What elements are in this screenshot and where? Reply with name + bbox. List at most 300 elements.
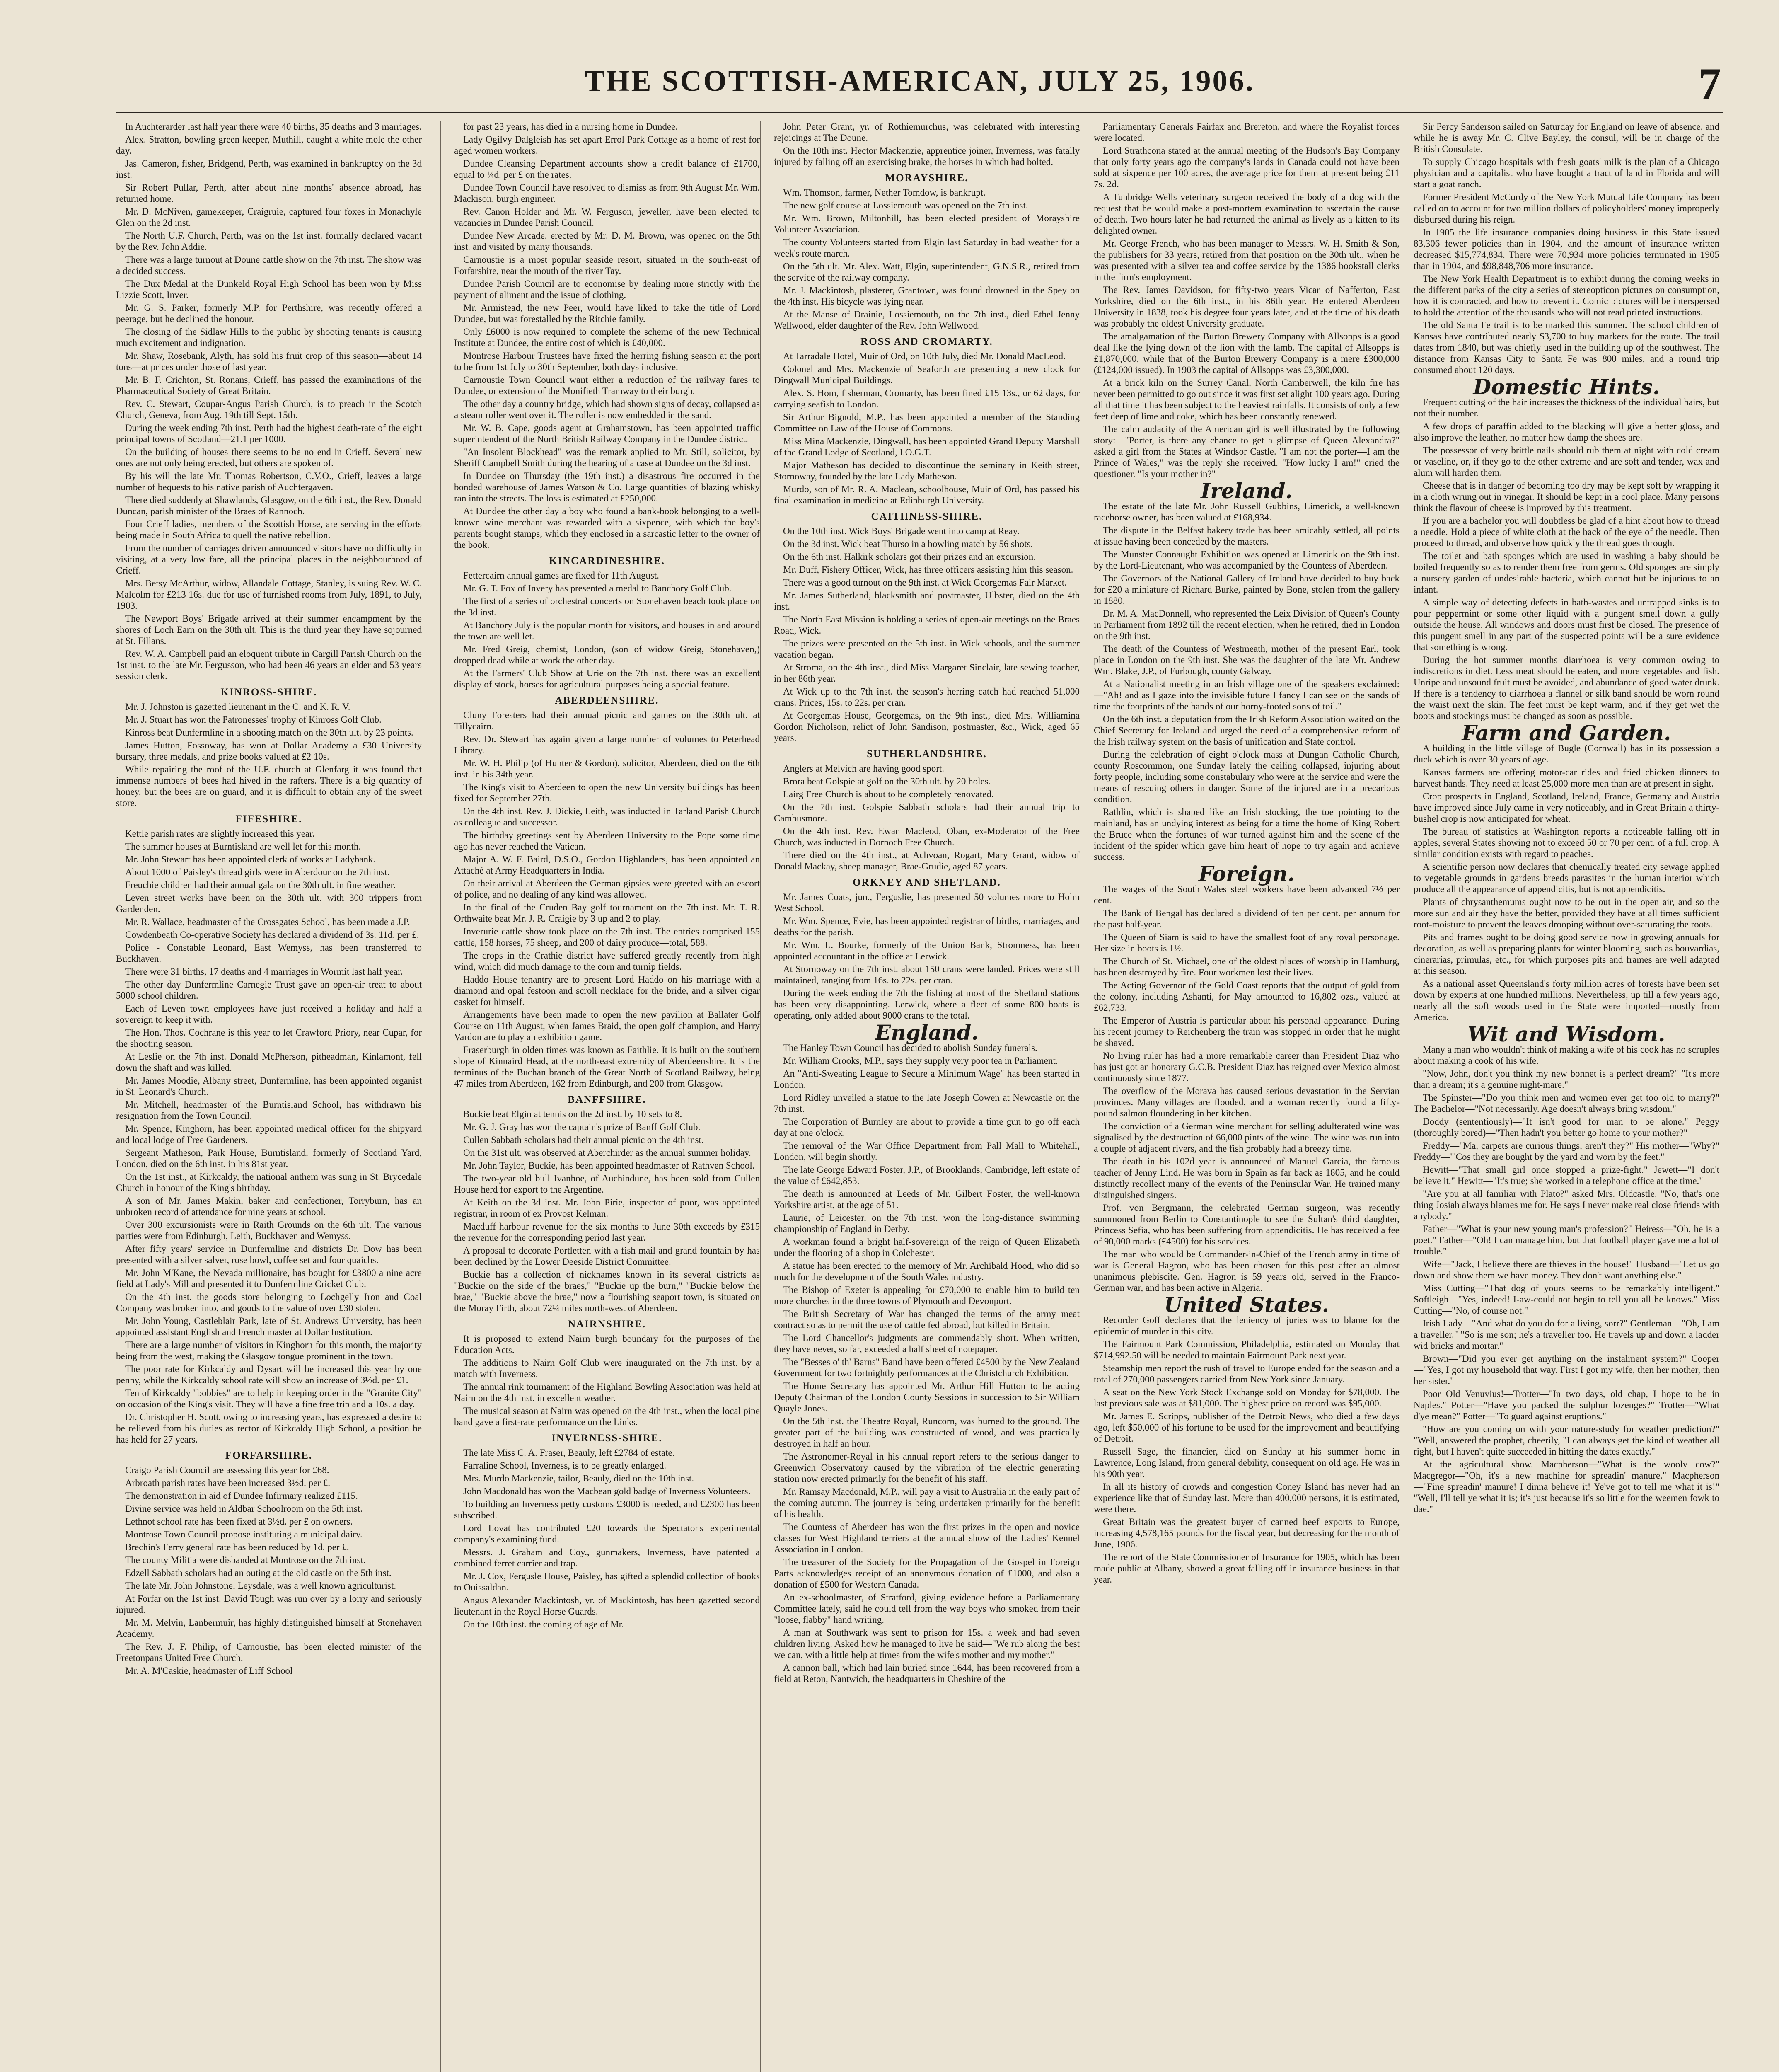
news-item: The Astronomer-Royal in his annual report refers to the serious danger to Greenwich Observatory caused by the vibration of the electric generating station now erected primarily for the benefit of his staff.	[774, 1451, 1080, 1484]
news-item: Great Britain was the greatest buyer of canned beef exports to Europe, increasing 4,578,165 pounds for the fiscal year, but decreasing for the month of June, 1906.	[1094, 1517, 1400, 1549]
news-item: The estate of the late Mr. John Russell Gubbins, Limerick, a well-known racehorse owner, has been valued at £168,934.	[1094, 501, 1400, 523]
news-item: Macduff harbour revenue for the six months to June 30th exceeds by £315 the revenue for the corresponding period last year.	[454, 1221, 760, 1243]
news-item: The other day Dunfermline Carnegie Trust gave an open-air treat to about 5000 school children.	[116, 979, 422, 1001]
news-item: There are a large number of visitors in Kinghorn for this month, the majority being from the west, making the Glasgow tongue prominent in the town.	[116, 1340, 422, 1361]
news-item: An "Anti-Sweating League to Secure a Minimum Wage" has been started in London.	[774, 1068, 1080, 1090]
news-item: Anglers at Melvich are having good sport.	[783, 763, 944, 774]
news-item: The death of the Countess of Westmeath, mother of the present Earl, took place in London on the 9th inst. She was the daughter of the late Mr. Andrew Wm. Blake, J.P., of Furbough, county Galway.	[1094, 644, 1400, 676]
news-item: At Stornoway on the 7th inst. about 150 crans were landed. Prices were still maintained, ranging from 16s. to 22s. per cran.	[774, 964, 1080, 985]
news-item: As a national asset Queensland's forty million acres of forests have been set down by experts at one hundred millions. Nevertheless, up till a few years ago, nearly all the soft woods used in the State were imported—mostly from America.	[1414, 978, 1719, 1022]
news-item: Rev. W. A. Campbell paid an eloquent tribute in Cargill Parish Church on the 1st inst. to the late Mr. Fergusson, who had been 46 years an elder and 53 years session clerk.	[116, 649, 422, 681]
news-item: The British Secretary of War has changed the terms of the army meat contract so as to permit the use of cattle fed abroad, but killed in Britain.	[774, 1309, 1080, 1330]
news-item: Mr. John Taylor, Buckie, has been appointed headmaster of Rathven School.	[463, 1160, 755, 1171]
news-item: The county Militia were disbanded at Montrose on the 7th inst.	[125, 1555, 366, 1565]
news-item: On the 6th inst. Halkirk scholars got their prizes and an excursion.	[783, 552, 1036, 562]
news-item: Arbroath parish rates have been increased 3½d. per £.	[125, 1478, 330, 1488]
news-item: At Georgemas House, Georgemas, on the 9th inst., died Mrs. Williamina Gordon Nicholson, relict of John Sandison, postmaster, &c., Wick, aged 65 years.	[774, 710, 1080, 743]
news-item: While repairing the roof of the U.F. church at Glenfarg it was found that immense numbers of bees had hived in the rafters. There is a big quantity of honey, but the bees are on guard, and it is difficult to obtain any of the sweet store.	[116, 764, 422, 808]
news-item: Mr. John Stewart has been appointed clerk of works at Ladybank.	[125, 854, 376, 864]
news-item: The dispute in the Belfast bakery trade has been amicably settled, all points at issue having been conceded by the masters.	[1094, 525, 1400, 547]
news-item: Mr. Duff, Fishery Officer, Wick, has three officers assisting him this season.	[783, 564, 1073, 575]
news-item: Police - Constable Leonard, East Wemyss, has been transferred to Buckhaven.	[116, 942, 422, 964]
news-item: The bureau of statistics at Washington reports a noticeable falling off in apples, several States showing not to exceed 50 or 70 per cent. of a full crop. A similar condition exists with regard to peaches.	[1414, 826, 1719, 859]
section-heading: FORFARSHIRE.	[225, 1450, 313, 1461]
news-item: Mr. A. M'Caskie, headmaster of Liff School	[125, 1665, 293, 1676]
news-item: Only £6000 is now required to complete the scheme of the new Technical Institute at Dundee, the entire cost of which is £40,000.	[454, 327, 760, 348]
news-item: The Lord Chancellor's judgments are commendably short. When written, they have never, so far, exceeded a half sheet of notepaper.	[774, 1333, 1080, 1354]
news-item: Each of Leven town employees have just received a holiday and half a sovereign to keep it with.	[116, 1003, 422, 1025]
news-item: Murdo, son of Mr. R. A. Maclean, schoolhouse, Muir of Ord, has passed his final examination in medicine at Edinburgh University.	[774, 484, 1080, 506]
news-item: Mr. W. H. Philip (of Hunter & Gordon), solicitor, Aberdeen, died on the 6th inst. in his 34th year.	[454, 758, 760, 779]
news-item: At Dundee the other day a boy who found a bank-book belonging to a well-known wine merchant was rewarded with a sixpence, with which the boy's parents bought stamps, which they enclosed in a sarcastic letter to the owner of the book.	[454, 506, 760, 550]
news-item: There was a good turnout on the 9th inst. at Wick Georgemas Fair Market.	[783, 577, 1067, 588]
news-item: Alex. Stratton, bowling green keeper, Muthill, caught a white mole the other day.	[116, 134, 422, 156]
news-item: Ten of Kirkcaldy "bobbies" are to help in keeping order in the "Granite City" on occasion of the King's visit. They will have a fine free trip and a 10s. a day.	[116, 1388, 422, 1409]
news-item: Wm. Thomson, farmer, Nether Tomdow, is bankrupt.	[783, 187, 986, 198]
section-heading: FIFESHIRE.	[235, 813, 302, 825]
news-item: Kinross beat Dunfermline in a shooting match on the 30th ult. by 23 points.	[125, 727, 413, 738]
news-item: Mr. Wm. Spence, Evie, has been appointed registrar of births, marriages, and deaths for the parish.	[774, 916, 1080, 937]
news-item: On the building of houses there seems to be no end in Crieff. Several new ones are not only being erected, but others are spoken of.	[116, 447, 422, 468]
news-item: Four Crieff ladies, members of the Scottish Horse, are serving in the efforts being made in South Africa to quell the native rebellion.	[116, 519, 422, 540]
news-item: Mr. James E. Scripps, publisher of the Detroit News, who died a few days ago, left $50,000 of his fortune to be used for the improvement and beautifying of Detroit.	[1094, 1411, 1400, 1444]
news-item: Frequent cutting of the hair increases the thickness of the individual hairs, but not their number.	[1414, 397, 1719, 419]
news-item: At Stroma, on the 4th inst., died Miss Margaret Sinclair, late sewing teacher, in her 86th year.	[774, 662, 1080, 684]
news-item: At a Nationalist meeting in an Irish village one of the speakers exclaimed:—"Ah! and as I gaze into the invisible future I fancy I can see on the sands of time the footprints of the hands of our horny-footed sons of toil."	[1094, 679, 1400, 712]
news-item: Fettercairn annual games are fixed for 11th August.	[463, 570, 660, 581]
news-item: Brechin's Ferry general rate has been reduced by 1d. per £.	[125, 1542, 349, 1552]
news-item: In 1905 the life insurance companies doing business in this State issued 83,306 fewer policies than in 1904, and the amount of insurance written decreased $15,774,834. There were 70,934 more policies terminated in 1905 than in 1904, and $98,848,706 more insurance.	[1414, 227, 1719, 271]
news-item: The New York Health Department is to exhibit during the coming weeks in the different parks of the city a series of stereopticon pictures on consumption, how it is contracted, and how to prevent it. Comic pictures will be interspersed to hold the attention of the thousands who will not read printed instructions.	[1414, 274, 1719, 317]
news-item: There were 31 births, 17 deaths and 4 marriages in Wormit last half year.	[125, 966, 403, 977]
section-heading: Domestic Hints.	[1473, 375, 1660, 399]
section-heading: KINROSS-SHIRE.	[220, 687, 317, 698]
page-number: 7	[1698, 59, 1721, 109]
news-item: "How are you coming on with your nature-study for weather prediction?" "Well, answered the prophet, cheerily, "I can always get the kind of weather all right, but I haven't quite succeeded in hitting the dates exactly."	[1414, 1424, 1719, 1457]
news-item: Recorder Goff declares that the leniency of juries was to blame for the epidemic of murder in this city.	[1094, 1315, 1400, 1336]
news-item: During the week ending 7th inst. Perth had the highest death-rate of the eight principal towns of Scotland—21.1 per 1000.	[116, 423, 422, 444]
news-item: On the 10th inst. the coming of age of Mr.	[463, 1619, 624, 1629]
news-item: "An Insolent Blockhead" was the remark applied to Mr. Still, solicitor, by Sheriff Campbell Smith during the hearing of a case at Dundee on the 3d inst.	[454, 447, 760, 468]
news-item: The late Miss C. A. Fraser, Beauly, left £2784 of estate.	[463, 1447, 675, 1458]
news-item: In Dundee on Thursday (the 19th inst.) a disastrous fire occurred in the bonded warehouse of James Watson & Co. Large quantities of blazing whisky ran into the streets. The loss is estimated at £250,000.	[454, 471, 760, 503]
news-item: Fraserburgh in olden times was known as Faithlie. It is built on the southern slope of Kinnaird Head, at the north-east extremity of Aberdeenshire. It is the terminus of the Buchan branch of the Great North of Scotland Railway, being 47 miles from Aberdeen, 162 from Edinburgh, and 200 from Glasgow.	[454, 1045, 760, 1089]
news-item: The death in his 102d year is announced of Manuel Garcia, the famous teacher of Jenny Lind. He was born in Spain as far back as 1805, and he could distinctly recollect many of the events of the Peninsular War. He trained many distinguished singers.	[1094, 1156, 1400, 1200]
news-item: The Spinster—"Do you think men and women ever get too old to marry?" The Bachelor—"Not necessarily. Age doesn't always bring wisdom."	[1414, 1092, 1719, 1114]
news-item: At the agricultural show. Macpherson—"What is the wooly cow?" Macgregor—"Oh, it's a new machine for spreadin' manure." Macpherson—"Fine spreadin' manure! I dinna believe it! Ye've got to tell me what it is!" "Well, I'll tell ye what it is; it's just because it's so little for the weemen fowk to dae."	[1414, 1459, 1719, 1514]
news-item: The Fairmount Park Commission, Philadelphia, estimated on Monday that $714,992.50 will be needed to maintain Fairmount Park next year.	[1094, 1339, 1400, 1360]
section-heading: MORAYSHIRE.	[885, 172, 969, 184]
news-item: The Dux Medal at the Dunkeld Royal High School has been won by Miss Lizzie Scott, Inver.	[116, 278, 422, 300]
news-item: Mr. M. Melvin, Lanbermuir, has highly distinguished himself at Stonehaven Academy.	[116, 1617, 422, 1639]
news-item: No living ruler has had a more remarkable career than President Diaz who has just got an honorary G.C.B. President Diaz has reigned over Mexico almost continuously since 1877.	[1094, 1051, 1400, 1083]
news-item: Brora beat Golspie at golf on the 30th ult. by 20 holes.	[783, 776, 991, 787]
news-item: The man who would be Commander-in-Chief of the French army in time of war is General Hagron, who has been chosen for this post after an almost unanimous plebiscite. Gen. Hagron is 59 years old, served in the Franco-German war, and has been active in Algeria.	[1094, 1249, 1400, 1293]
news-item: Mrs. Betsy McArthur, widow, Allandale Cottage, Stanley, is suing Rev. W. C. Malcolm for £213 16s. due for use of furnished rooms from July, 1891, to July, 1903.	[116, 578, 422, 611]
news-item: Steamship men report the rush of travel to Europe ended for the season and a total of 270,000 passengers carried from New York since January.	[1094, 1363, 1400, 1385]
news-item: Laurie, of Leicester, on the 7th inst. won the long-distance swimming championship of England in Derby.	[774, 1213, 1080, 1234]
news-item: "Are you at all familiar with Plato?" asked Mrs. Oldcastle. "No, that's one thing Josiah always blames me for. He says I never make real close friends with anybody."	[1414, 1188, 1719, 1221]
news-item: During the celebration of eight o'clock mass at Dungan Catholic Church, county Roscommon, one Sunday lately the ceiling collapsed, injuring about forty people, including some constabulary who were at the service and were the means of rescuing others in danger. Some of the injured are in a precarious condition.	[1094, 749, 1400, 804]
news-item: The King's visit to Aberdeen to open the new University buildings has been fixed for September 27th.	[454, 782, 760, 804]
news-item: Mr. G. T. Fox of Invery has presented a medal to Banchory Golf Club.	[463, 583, 732, 593]
news-item: About 1000 of Paisley's thread girls were in Aberdour on the 7th inst.	[125, 867, 390, 877]
news-item: The late George Edward Foster, J.P., of Brooklands, Cambridge, left estate of the value of £642,853.	[774, 1164, 1080, 1186]
news-item: Mr. Mitchell, headmaster of the Burntisland School, has withdrawn his resignation from the Town Council.	[116, 1099, 422, 1121]
news-item: Irish Lady—"And what do you do for a living, sorr?" Gentleman—"Oh, I am a traveller." "So is me son; he's a traveller too. He travels up and down a ladder wid bricks and mortar."	[1414, 1318, 1719, 1351]
news-item: Rev. C. Stewart, Coupar-Angus Parish Church, is to preach in the Scotch Church, Geneva, from Aug. 19th till Sept. 15th.	[116, 399, 422, 420]
news-item: Carnoustie is a most popular seaside resort, situated in the south-east of Forfarshire, near the mouth of the river Tay.	[454, 254, 760, 276]
news-item: for past 23 years, has died in a nursing home in Dundee.	[463, 121, 678, 132]
news-item: Mrs. Murdo Mackenzie, tailor, Beauly, died on the 10th inst.	[463, 1473, 694, 1484]
news-item: The old Santa Fe trail is to be marked this summer. The school children of Kansas have contributed nearly $3,700 to buy markers for the route. The trail dates from 1840, but was chiefly used in the building up of the southwest. The distance from Kansas City to Santa Fe was 800 miles, and a round trip consumed about 120 days.	[1414, 320, 1719, 375]
news-item: A proposal to decorate Portletten with a fish mail and grand fountain by has been declined by the Lower Deeside District Committee.	[454, 1245, 760, 1267]
section-heading: Farm and Garden.	[1462, 721, 1671, 745]
news-item: Mr. D. McNiven, gamekeeper, Craigruie, captured four foxes in Monachyle Glen on the 2d inst.	[116, 206, 422, 228]
news-item: Parliamentary Generals Fairfax and Brereton, and where the Royalist forces were located.	[1094, 121, 1400, 143]
news-item: The Acting Governor of the Gold Coast reports that the output of gold from the colony, including Ashanti, for May amounted to 16,802 ozs., valued at £62,733.	[1094, 980, 1400, 1013]
news-item: The Newport Boys' Brigade arrived at their summer encampment by the shores of Loch Earn on the 30th ult. This is the third year they have sojourned at St. Fillans.	[116, 613, 422, 646]
news-item: A building in the little village of Bugle (Cornwall) has in its possession a duck which is over 30 years of age.	[1414, 743, 1719, 765]
news-item: Haddo House tenantry are to present Lord Haddo on his marriage with a diamond and opal festoon and scroll necklace for the bride, and a silver cigar casket for himself.	[454, 974, 760, 1007]
column-rule	[760, 121, 761, 2072]
news-item: On the 4th inst. the goods store belonging to Lochgelly Iron and Coal Company was broken into, and goods to the value of over £30 stolen.	[116, 1292, 422, 1313]
news-item: Over 300 excursionists were in Raith Grounds on the 6th ult. The various parties were from Edinburgh, Leith, Buckhaven and Wemyss.	[116, 1220, 422, 1241]
news-item: Lethnot school rate has been fixed at 3½d. per £ on owners.	[125, 1516, 353, 1527]
news-item: The first of a series of orchestral concerts on Stonehaven beach took place on the 3d inst.	[454, 596, 760, 617]
news-item: Cowdenbeath Co-operative Society has declared a dividend of 3s. 11d. per £.	[125, 929, 419, 940]
news-item: The crops in the Crathie district have suffered greatly recently from high wind, which did much damage to the corn and turnip fields.	[454, 950, 760, 972]
news-item: Messrs. J. Graham and Coy., gunmakers, Inverness, have patented a combined ferret carrier and trap.	[454, 1547, 760, 1569]
masthead	[116, 59, 1723, 114]
section-heading: KINCARDINESHIRE.	[549, 555, 665, 566]
news-item: On the 6th inst. a deputation from the Irish Reform Association waited on the Chief Secretary for Ireland and urged the need of a comprehensive reform of the Irish railway system on the basis of unification and State control.	[1094, 714, 1400, 747]
news-item: Dundee New Arcade, erected by Mr. D. M. Brown, was opened on the 5th inst. and visited by many thousands.	[454, 230, 760, 252]
news-item: Hewitt—"That small girl once stopped a prize-fight." Jewett—"I don't believe it." Hewitt—"It's true; she worked in a telephone office at the time."	[1414, 1164, 1719, 1186]
news-item: The North U.F. Church, Perth, was on the 1st inst. formally declared vacant by the Rev. John Addie.	[116, 230, 422, 252]
news-item: Rathlin, which is shaped like an Irish stocking, the toe pointing to the mainland, has an undying interest as being for a time the home of King Robert the Bruce when the fortunes of war turned against him and the scene of the incident of the spider which gave him heart of hope to try again and achieve success.	[1094, 807, 1400, 862]
news-item: The overflow of the Morava has caused serious devastation in the Servian provinces. Many villages are flooded, and a woman recently found a fifty-pound salmon floundering in her kitchen.	[1094, 1086, 1400, 1118]
news-item: Mr. James Coats, jun., Ferguslie, has presented 50 volumes more to Holm West School.	[774, 892, 1080, 913]
news-item: Dundee Town Council have resolved to dismiss as from 9th August Mr. Wm. Mackison, burgh engineer.	[454, 182, 760, 204]
section-heading: BANFFSHIRE.	[568, 1094, 646, 1105]
news-item: Dundee Cleansing Department accounts show a credit balance of £1700, equal to ¼d. per £ on the rates.	[454, 158, 760, 180]
news-item: Mr. B. F. Crichton, St. Ronans, Crieff, has passed the examinations of the Pharmaceutical Society of Great Britain.	[116, 375, 422, 396]
news-item: The late Mr. John Johnstone, Leysdale, was a well known agriculturist.	[125, 1581, 396, 1591]
section-heading: Foreign.	[1199, 862, 1295, 886]
news-item: Craigo Parish Council are assessing this year for £68.	[125, 1465, 329, 1475]
news-item: The closing of the Sidlaw Hills to the public by shooting tenants is causing much excitement and indignation.	[116, 327, 422, 348]
news-item: The additions to Nairn Golf Club were inaugurated on the 7th inst. by a match with Inverness.	[454, 1358, 760, 1379]
news-item: On the 5th inst. the Theatre Royal, Runcorn, was burned to the ground. The greater part of the building was constructed of wood, and was practically destroyed in half an hour.	[774, 1416, 1080, 1449]
news-item: The Governors of the National Gallery of Ireland have decided to buy back for £20 a miniature of Richard Burke, painted by Bone, stolen from the gallery in 1880.	[1094, 573, 1400, 606]
news-item: The death is announced at Leeds of Mr. Gilbert Foster, the well-known Yorkshire artist, at the age of 51.	[774, 1188, 1080, 1210]
news-item: Lord Lovat has contributed £20 towards the Spectator's experimental company's examining fund.	[454, 1523, 760, 1544]
news-item: The Emperor of Austria is particular about his personal appearance. During his recent journey to Reichenberg the train was stopped in order that he might be shaved.	[1094, 1015, 1400, 1048]
news-item: The annual rink tournament of the Highland Bowling Association was held at Nairn on the 4th inst. in excellent weather.	[454, 1382, 760, 1403]
news-item: A workman found a bright half-sovereign of the reign of Queen Elizabeth under the flooring of a shop in Colchester.	[774, 1237, 1080, 1258]
news-item: Major A. W. F. Baird, D.S.O., Gordon Highlanders, has been appointed an Attaché at Army Headquarters in India.	[454, 854, 760, 876]
news-item: At Banchory July is the popular month for visitors, and houses in and around the town are well let.	[454, 620, 760, 641]
news-item: On the 3d inst. Wick beat Thurso in a bowling match by 56 shots.	[783, 539, 1033, 549]
news-item: If you are a bachelor you will doubtless be glad of a hint about how to thread a needle. Hold a piece of white cloth at the back of the eye of the needle. Then proceed to thread, and observe how quickly the thread goes through.	[1414, 516, 1719, 548]
news-item: The musical season at Nairn was opened on the 4th inst., when the local pipe band gave a first-rate performance on the Links.	[454, 1406, 760, 1427]
news-item: At Tarradale Hotel, Muir of Ord, on 10th July, died Mr. Donald MacLeod.	[783, 351, 1066, 361]
news-item: Mr. Ramsay Macdonald, M.P., will pay a visit to Australia in the early part of the coming autumn. The journey is being undertaken primarily for the benefit of his health.	[774, 1486, 1080, 1519]
news-item: Miss Mina Mackenzie, Dingwall, has been appointed Grand Deputy Marshall of the Grand Lodge of Scotland, I.O.G.T.	[774, 436, 1080, 457]
news-item: Miss Cutting—"That dog of yours seems to be remarkably intelligent." Softleigh—"Yes, indeed! I-aw-could not begin to tell you all he knows." Miss Cutting—"No, of course not."	[1414, 1283, 1719, 1316]
news-item: In Auchterarder last half year there were 40 births, 35 deaths and 3 marriages.	[125, 121, 422, 132]
section-heading: SUTHERLANDSHIRE.	[867, 748, 987, 760]
news-item: During the hot summer months diarrhoea is very common owing to indiscretions in diet. Less meat should be eaten, and more vegetables and fish. Unripe and unsound fruit must be avoided, and abundance of good water drunk. If there is a tendency to diarrhoea a flannel or silk band should be worn round the waist next the skin. The feet must be kept warm, and if they get wet the boots and stockings must be changed as soon as possible.	[1414, 655, 1719, 721]
news-item: Father—"What is your new young man's profession?" Heiress—"Oh, he is a poet." Father—"Oh! I can manage him, but that football player gave me a lot of trouble."	[1414, 1224, 1719, 1256]
news-item: The Queen of Siam is said to have the smallest foot of any royal personage. Her size in boots is 1½.	[1094, 932, 1400, 954]
news-item: By his will the late Mr. Thomas Robertson, C.V.O., Crieff, leaves a large number of bequests to his native parish of Auchtergaven.	[116, 471, 422, 492]
news-item: A cannon ball, which had lain buried since 1644, has been recovered from a field at Reton, Nantwich, the headquarters in Cheshire of the	[774, 1663, 1080, 1684]
news-item: On the 7th inst. Golspie Sabbath scholars had their annual trip to Cambusmore.	[774, 802, 1080, 823]
news-item: Lairg Free Church is about to be completely renovated.	[783, 789, 994, 799]
news-item: During the week ending the 7th the fishing at most of the Shetland stations has been very disappointing. Lerwick, where a fleet of some 800 boats is operating, only added about 9000 crans to the total.	[774, 988, 1080, 1021]
column-5	[1414, 121, 1719, 2072]
news-item: On the 4th inst. Rev. Ewan Macleod, Oban, ex-Moderator of the Free Church, was inducted in Dornoch Free Church.	[774, 826, 1080, 847]
news-item: Mr. Wm. Brown, Miltonhill, has been elected president of Morayshire Volunteer Association.	[774, 213, 1080, 235]
news-item: Sir Percy Sanderson sailed on Saturday for England on leave of absence, and while he is away Mr. C. Clive Bayley, the consul, will be in charge of the British Consulate.	[1414, 121, 1719, 154]
news-item: The two-year old bull Ivanhoe, of Auchindune, has been sold from Cullen House herd for export to the Argentine.	[454, 1173, 760, 1195]
news-item: The removal of the War Office Department from Pall Mall to Whitehall, London, will begin shortly.	[774, 1140, 1080, 1162]
news-item: The treasurer of the Society for the Propagation of the Gospel in Foreign Parts acknowledges receipt of an anonymous donation of £1000, and also a donation of £500 for Western Canada.	[774, 1557, 1080, 1590]
news-item: The Bishop of Exeter is appealing for £70,000 to enable him to build ten more churches in the three towns of Plymouth and Devonport.	[774, 1285, 1080, 1306]
news-item: On the 10th inst. Hector Mackenzie, apprentice joiner, Inverness, was fatally injured by falling off an exercising brake, the horses in which had bolted.	[774, 145, 1080, 167]
news-item: Jas. Cameron, fisher, Bridgend, Perth, was examined in bankruptcy on the 3d inst.	[116, 158, 422, 180]
news-item: Lord Ridley unveiled a statue to the late Joseph Cowen at Newcastle on the 7th inst.	[774, 1092, 1080, 1114]
news-item: The demonstration in aid of Dundee Infirmary realized £115.	[125, 1491, 358, 1501]
news-item: On the 10th inst. Wick Boys' Brigade went into camp at Reay.	[783, 526, 1020, 536]
news-item: On their arrival at Aberdeen the German gipsies were greeted with an escort of police, and no dealing of any kind was allowed.	[454, 878, 760, 900]
news-item: The birthday greetings sent by Aberdeen University to the Pope some time ago has never reached the Vatican.	[454, 830, 760, 852]
news-item: The calm audacity of the American girl is well illustrated by the following story:—"Porter, is there any chance to get a glimpse of Queen Alexandra?" asked a girl from the States at Windsor Castle. "I am not the porter—I am the Prince of Wales," was the reply she received. "How lucky I am!" cried the questioner. "Is your mother in?"	[1094, 424, 1400, 479]
news-item: Alex. S. Hom, fisherman, Cromarty, has been fined £15 13s., or 62 days, for carrying seafish to London.	[774, 388, 1080, 409]
news-item: Dr. Christopher H. Scott, owing to increasing years, has expressed a desire to be relieved from his duties as rector of Kirkcaldy High School, a position he has held for 27 years.	[116, 1412, 422, 1445]
news-item: Kansas farmers are offering motor-car rides and fried chicken dinners to harvest hands. They need at least 25,000 more men than are at present in sight.	[1414, 767, 1719, 789]
news-item: Mr. J. Stuart has won the Patronesses' trophy of Kinross Golf Club.	[125, 714, 382, 725]
news-item: Montrose Town Council propose instituting a municipal dairy.	[125, 1529, 363, 1539]
news-item: A seat on the New York Stock Exchange sold on Monday for $78,000. The last previous sale was at $81,000. The highest price on record was $95,000.	[1094, 1387, 1400, 1409]
news-item: Mr. George French, who has been manager to Messrs. W. H. Smith & Son, the publishers for 33 years, retired from that position on the 30th ult., when he was presented with a silver tea and coffee service by the 1386 bookstall clerks in the firm's employment.	[1094, 238, 1400, 282]
news-item: To building an Inverness petty customs £3000 is needed, and £2300 has been subscribed.	[454, 1499, 760, 1520]
news-item: Mr. Fred Greig, chemist, London, (son of widow Greig, Stonehaven,) dropped dead while at work the other day.	[454, 644, 760, 666]
section-heading: Wit and Wisdom.	[1467, 1022, 1665, 1046]
news-item: Lady Ogilvy Dalgleish has set apart Errol Park Cottage as a home of rest for aged women workers.	[454, 134, 760, 156]
news-item: Buckie has a collection of nicknames known in its several districts as "Buckie on the side of the braes," "Buckie up the burn," "Buckie below the brae," "Buckie above the brae," now a flourishing seaport town, is situated on the Moray Firth, about 72¼ miles north-west of Aberdeen.	[454, 1269, 760, 1313]
news-item: Kettle parish rates are slightly increased this year.	[125, 828, 315, 839]
news-item: Farraline School, Inverness, is to be greatly enlarged.	[463, 1460, 667, 1471]
news-item: Sergeant Matheson, Park House, Burntisland, formerly of Scotland Yard, London, died on the 6th inst. in his 81st year.	[116, 1147, 422, 1169]
news-item: The conviction of a German wine merchant for selling adulterated wine was signalised by the destruction of 66,000 pints of the wine. The wine was run into a couple of adjacent rivers, and the fish probably had a breezy time.	[1094, 1121, 1400, 1154]
news-item: Mr. John Young, Castleblair Park, late of St. Andrews University, has been appointed assistant English and French master at Dollar Institution.	[116, 1316, 422, 1337]
news-item: At Leslie on the 7th inst. Donald McPherson, pitheadman, Kinlamont, fell down the shaft and was killed.	[116, 1051, 422, 1073]
news-item: A scientific person now declares that chemically treated city sewage applied to vegetable grounds in gardens breeds parasites in the human interior which produce all the appearance of appendicitis, but is not appendicitis.	[1414, 862, 1719, 894]
news-item: Mr. Spence, Kinghorn, has been appointed medical officer for the shipyard and local lodge of Free Gardeners.	[116, 1123, 422, 1145]
news-item: Mr. Wm. L. Bourke, formerly of the Union Bank, Stromness, has been appointed accountant in the office at Lerwick.	[774, 940, 1080, 961]
news-item: Mr. Shaw, Rosebank, Alyth, has sold his fruit crop of this season—about 14 tons—at prices under those of last year.	[116, 351, 422, 372]
news-item: A man at Southwark was sent to prison for 15s. a week and had seven children living. Asked how he managed to live he said—"We rub along the best we can, with a little help at times from the wife's mother and my mother."	[774, 1627, 1080, 1660]
section-heading: England.	[875, 1020, 979, 1045]
news-item: Edzell Sabbath scholars had an outing at the old castle on the 5th inst.	[125, 1568, 392, 1578]
news-item: The new golf course at Lossiemouth was opened on the 7th inst.	[783, 200, 1028, 211]
news-item: The wages of the South Wales steel workers have been advanced 7½ per cent.	[1094, 884, 1400, 905]
news-item: The Countess of Aberdeen has won the first prizes in the open and novice classes for West Highland terriers at the annual show of the Ladies' Kennel Association in London.	[774, 1522, 1080, 1554]
news-item: Dr. M. A. MacDonnell, who represented the Leix Division of Queen's County in Parliament from 1892 till the recent election, when he retired, died in London on the 9th inst.	[1094, 608, 1400, 641]
column-4	[1094, 121, 1400, 2072]
news-item: Dundee Parish Council are to economise by dealing more strictly with the payment of aliment and the issue of clothing.	[454, 278, 760, 300]
news-item: The Rev. James Davidson, for fifty-two years Vicar of Nafferton, East Yorkshire, died on the 6th inst., in his 86th year. He entered Aberdeen University in 1838, took his degree four years later, and at the time of his death was probably the oldest University graduate.	[1094, 285, 1400, 329]
newspaper-title: THE SCOTTISH-AMERICAN, JULY 25, 1906.	[585, 64, 1255, 97]
news-item: Mr. Armistead, the new Peer, would have liked to take the title of Lord Dundee, but was forestalled by the Ritchie family.	[454, 303, 760, 324]
news-item: Prof. von Bergmann, the celebrated German surgeon, was recently summoned from Berlin to Constantinople to see the Sultan's third daughter, Princess Sefia, who has been suffering from appendicitis. He has received a fee of 90,000 marks (£4500) for his services.	[1094, 1203, 1400, 1247]
news-item: Leven street works have been on the 30th ult. with 300 trippers from Gardenden.	[116, 893, 422, 914]
news-item: At Forfar on the 1st inst. David Tough was run over by a lorry and seriously injured.	[116, 1593, 422, 1615]
news-item: In the final of the Cruden Bay golf tournament on the 7th inst. Mr. T. R. Orthwaite beat Mr. J. R. Craigie by 3 up and 2 to play.	[454, 902, 760, 924]
news-item: Mr. G. J. Gray has won the captain's prize of Banff Golf Club.	[463, 1122, 701, 1132]
news-item: The Rev. J. F. Philip, of Carnoustie, has been elected minister of the Freetonpans United Free Church.	[116, 1641, 422, 1663]
news-item: Cullen Sabbath scholars had their annual picnic on the 4th inst.	[463, 1135, 704, 1145]
news-item: Lord Strathcona stated at the annual meeting of the Hudson's Bay Company that only forty years ago the company's lands in Canada could not have been sold at sixpence per 100 acres, the average price for them at present being £11 7s. 2d.	[1094, 145, 1400, 189]
news-item: Sir Robert Pullar, Perth, after about nine months' absence abroad, has returned home.	[116, 182, 422, 204]
column-1	[116, 121, 422, 2072]
news-item: A Tunbridge Wells veterinary surgeon received the body of a dog with the request that he would make a post-mortem examination to ascertain the cause of death. Two hours later he had returned the animal as lively as a kitten to its delighted owner.	[1094, 192, 1400, 236]
news-item: Brown—"Did you ever get anything on the instalment system?" Cooper—"Yes, I got my household that way. First I got my wife, then her mother, then her sister."	[1414, 1353, 1719, 1386]
news-item: Mr. John M'Kane, the Nevada millionaire, has bought for £3800 a nine acre field at Lady's Mill and presented it to Dunfermline Cricket Club.	[116, 1268, 422, 1289]
news-item: Arrangements have been made to open the new pavilion at Ballater Golf Course on 11th August, when James Braid, the open golf champion, and Harry Vardon are to play an exhibition game.	[454, 1009, 760, 1042]
news-item: Mr. J. Cox, Fergusle House, Paisley, has gifted a splendid collection of books to Ouissaldan.	[454, 1571, 760, 1593]
news-item: On the 5th ult. Mr. Alex. Watt, Elgin, superintendent, G.N.S.R., retired from the service of the railway company.	[774, 261, 1080, 283]
news-item: The poor rate for Kirkcaldy and Dysart will be increased this year by one penny, while the Kirkcaldy school rate will show an increase of 3½d. per £1.	[116, 1364, 422, 1385]
news-item: It is proposed to extend Nairn burgh boundary for the purposes of the Education Acts.	[454, 1334, 760, 1355]
news-item: John Macdonald has won the Macbean gold badge of Inverness Volunteers.	[463, 1486, 751, 1496]
section-heading: United States.	[1164, 1293, 1329, 1317]
news-item: Mr. J. Johnston is gazetted lieutenant in the C. and K. R. V.	[125, 702, 350, 712]
news-item: John Peter Grant, yr. of Rothiemurchus, was celebrated with interesting rejoicings at The Doune.	[774, 121, 1080, 143]
section-heading: NAIRNSHIRE.	[568, 1319, 646, 1330]
news-item: The other day a country bridge, which had shown signs of decay, collapsed as a steam roller went over it. The roller is now embedded in the sand.	[454, 399, 760, 420]
news-item: At Wick up to the 7th inst. the season's herring catch had reached 51,000 crans. Prices, 15s. to 22s. per cran.	[774, 686, 1080, 708]
news-item: A son of Mr. James Makin, baker and confectioner, Torryburn, has an unbroken record of attendance for nine years at school.	[116, 1196, 422, 1217]
news-item: Rev. Dr. Stewart has again given a large number of volumes to Peterhead Library.	[454, 734, 760, 755]
news-item: At the Manse of Drainie, Lossiemouth, on the 7th inst., died Ethel Jenny Wellwood, elder daughter of the Rev. John Wellwood.	[774, 309, 1080, 331]
news-item: Colonel and Mrs. Mackenzie of Seaforth are presenting a new clock for Dingwall Municipal Buildings.	[774, 364, 1080, 385]
news-item: An ex-schoolmaster, of Stratford, giving evidence before a Parliamentary Committee lately, said he could tell from the way boys who smoked from their "loose, flabby" hand writing.	[774, 1592, 1080, 1625]
news-item: The amalgamation of the Burton Brewery Company with Allsopps is a good deal like the lying down of the lion with the lamb. The capital of Allsopps is £1,870,000, while that of the Burton Brewery Company is a mere £300,000 (£124,000 issued). In 1903 the capital of Allsopps was £3,300,000.	[1094, 331, 1400, 375]
news-item: A simple way of detecting defects in bath-wastes and untrapped sinks is to pour peppermint or some other liquid with a pungent smell down a gully outside the house. All windows and doors must first be closed. The presence of this pungent smell in any part of the suspected points will be a sure evidence that something is wrong.	[1414, 597, 1719, 652]
section-heading: ROSS AND CROMARTY.	[860, 336, 993, 347]
news-item: Mr. G. S. Parker, formerly M.P. for Perthshire, was recently offered a peerage, but he declined the honour.	[116, 303, 422, 324]
news-item: Crop prospects in England, Scotland, Ireland, France, Germany and Austria have improved since July came in very noticeably, and in Great Britain a thirty-bushel crop is now anticipated for wheat.	[1414, 791, 1719, 824]
news-item: From the number of carriages driven announced visitors have no difficulty in visiting, at a very low fare, all the principal places in the neighbourhood of Crieff.	[116, 543, 422, 576]
news-item: Russell Sage, the financier, died on Sunday at his summer home in Lawrence, Long Island, from general debility, consequent on old age. He was in his 90th year.	[1094, 1446, 1400, 1479]
news-item: At a brick kiln on the Surrey Canal, North Camberwell, the kiln fire has never been permitted to go out since it was first set alight 100 years ago. During all that time it has been subject to the heaviest rainfalls. It consists of only a few feet deep of lime and coke, which has been constantly renewed.	[1094, 378, 1400, 421]
news-item: Mr. James Sutherland, blacksmith and postmaster, Ulbster, died on the 4th inst.	[774, 590, 1080, 612]
news-item: Freuchie children had their annual gala on the 30th ult. in fine weather.	[125, 880, 396, 890]
news-item: Major Matheson has decided to discontinue the seminary in Keith street, Stornoway, founded by the late Lady Matheson.	[774, 460, 1080, 482]
news-item: "Now, John, don't you think my new bonnet is a perfect dream?" "It's more than a dream; it's a genuine night-mare."	[1414, 1068, 1719, 1090]
news-item: The "Besses o' th' Barns" Band have been offered £4500 by the New Zealand Government for two fortnightly performances at the Christchurch Exhibition.	[774, 1357, 1080, 1378]
news-item: The Corporation of Burnley are about to provide a time gun to go off each day at one o'clock.	[774, 1116, 1080, 1138]
column-3	[774, 121, 1080, 2072]
news-item: On the 31st ult. was observed at Aberchirder as the annual summer holiday.	[463, 1147, 751, 1158]
news-item: The county Volunteers started from Elgin last Saturday in bad weather for a week's route march.	[774, 237, 1080, 259]
news-item: Sir Arthur Bignold, M.P., has been appointed a member of the Standing Committee on Law of the House of Commons.	[774, 412, 1080, 433]
news-item: Wife—"Jack, I believe there are thieves in the house!" Husband—"Let us go down and show them we have money. They don't want anything else."	[1414, 1259, 1719, 1280]
news-item: Plants of chrysanthemums ought now to be out in the open air, and so the more sun and air they have the better, provided they have at all times sufficient root-moisture to prevent the leaves drooping without over-saturating the roots.	[1414, 897, 1719, 929]
news-item: Doddy (sententiously)—"It isn't good for man to be alone." Peggy (thoroughly bored)—"Then hadn't you better go home to your mother?"	[1414, 1116, 1719, 1138]
section-heading: ORKNEY AND SHETLAND.	[853, 877, 1001, 888]
news-item: Divine service was held in Aldbar Schoolroom on the 5th inst.	[125, 1503, 363, 1514]
news-item: Former President McCurdy of the New York Mutual Life Company has been called on to account for two million dollars of policyholders' money improperly disbursed during his reign.	[1414, 192, 1719, 225]
news-item: The summer houses at Burntisland are well let for this month.	[125, 841, 361, 852]
news-item: There died suddenly at Shawlands, Glasgow, on the 6th inst., the Rev. Donald Duncan, parish minister of the Braes of Rannoch.	[116, 495, 422, 516]
news-item: After fifty years' service in Dunfermline and districts Dr. Dow has been presented with a silver salver, rose bowl, coffee set and four quaichs.	[116, 1244, 422, 1265]
news-item: At Keith on the 3d inst. Mr. John Pirie, inspector of poor, was appointed registrar, in room of ex Provost Kelman.	[454, 1197, 760, 1219]
news-item: The prizes were presented on the 5th inst. in Wick schools, and the summer vacation began.	[774, 638, 1080, 660]
section-heading: INVERNESS-SHIRE.	[551, 1433, 662, 1444]
news-item: The Hon. Thos. Cochrane is this year to let Crawford Priory, near Cupar, for the shooting season.	[116, 1027, 422, 1049]
column-2	[454, 121, 760, 2072]
news-item: Mr. James Moodie, Albany street, Dunfermline, has been appointed organist in St. Leonard's Church.	[116, 1075, 422, 1097]
news-item: Freddy—"Ma, carpets are curious things, aren't they?" His mother—"Why?" Freddy—"'Cos they are bought by the yard and worn by the feet."	[1414, 1140, 1719, 1162]
news-item: A few drops of paraffin added to the blacking will give a better gloss, and also improve the leather, no matter how damp the shoes are.	[1414, 421, 1719, 443]
news-item: The report of the State Commissioner of Insurance for 1905, which has been made public at Albany, showed a great falling off in insurance business in that year.	[1094, 1552, 1400, 1585]
news-item: Mr. J. Mackintosh, plasterer, Grantown, was found drowned in the Spey on the 4th inst. His bicycle was lying near.	[774, 285, 1080, 307]
news-item: The Bank of Bengal has declared a dividend of ten per cent. per annum for the past half-year.	[1094, 908, 1400, 929]
news-item: A statue has been erected to the memory of Mr. Archibald Hood, who did so much for the development of the South Wales industry.	[774, 1261, 1080, 1282]
news-item: At the Farmers' Club Show at Urie on the 7th inst. there was an excellent display of stock, horses for agricultural purposes being a special feature.	[454, 668, 760, 690]
news-item: Carnoustie Town Council want either a reduction of the railway fares to Dundee, or extension of the Monifieth Tramway to their burgh.	[454, 375, 760, 396]
section-heading: CAITHNESS-SHIRE.	[871, 511, 983, 522]
news-item: Mr. W. B. Cape, goods agent at Grahamstown, has been appointed traffic superintendent of the North British Railway Company in the Dundee district.	[454, 423, 760, 444]
news-item: The Home Secretary has appointed Mr. Arthur Hill Hutton to be acting Deputy Chairman of the London County Sessions in succession to Sir William Quayle Jones.	[774, 1381, 1080, 1414]
news-item: Many a man who wouldn't think of making a wife of his cook has no scruples about making a cook of his wife.	[1414, 1044, 1719, 1066]
news-item: James Hutton, Fossoway, has won at Dollar Academy a £30 University bursary, three medals, and prize books valued at £2 10s.	[116, 740, 422, 762]
section-heading: Ireland.	[1201, 479, 1293, 503]
news-item: The Munster Connaught Exhibition was opened at Limerick on the 9th inst. by the Lord-Lieutenant, who was accompanied by the Countess of Aberdeen.	[1094, 549, 1400, 571]
section-heading: ABERDEENSHIRE.	[555, 695, 659, 706]
news-item: The North East Mission is holding a series of open-air meetings on the Braes Road, Wick.	[774, 614, 1080, 636]
news-item: Mr. William Crooks, M.P., says they supply very poor tea in Parliament.	[783, 1055, 1058, 1066]
news-item: Poor Old Venuvius!—Trotter—"In two days, old chap, I hope to be in Naples." Potter—"Have you packed the sulphur lozenges?" Trotter—"What d'ye mean?" Potter—"To guard against eruptions."	[1414, 1389, 1719, 1421]
news-item: Cheese that is in danger of becoming too dry may be kept soft by wrapping it in a cloth wrung out in vinegar. It should be kept in a cool place. Many persons think the flavour of cheese is improved by this treatment.	[1414, 480, 1719, 513]
news-item: The Hanley Town Council has decided to abolish Sunday funerals.	[783, 1043, 1037, 1053]
news-item: Montrose Harbour Trustees have fixed the herring fishing season at the port to be from 1st July to 30th September, both days inclusive.	[454, 351, 760, 372]
news-item: There died on the 4th inst., at Achvoan, Rogart, Mary Grant, widow of Donald Mackay, sheep manager, Brae-Grudie, aged 87 years.	[774, 850, 1080, 871]
news-item: The toilet and bath sponges which are used in washing a baby should be boiled frequently so as to render them free from germs. Old sponges are simply a nursery garden of undesirable bacteria, which cannot but be injurious to an infant.	[1414, 551, 1719, 595]
columns	[116, 121, 1723, 2072]
news-item: There was a large turnout at Doune cattle show on the 7th inst. The show was a decided success.	[116, 254, 422, 276]
news-item: In all its history of crowds and congestion Coney Island has never had an experience like that of Sunday last. More than 400,000 persons, it is estimated, were there.	[1094, 1481, 1400, 1514]
news-item: The Church of St. Michael, one of the oldest places of worship in Hamburg, has been destroyed by fire. Four workmen lost their lives.	[1094, 956, 1400, 978]
news-item: On the 1st inst., at Kirkcaldy, the national anthem was sung in St. Brycedale Church in honour of the King's birthday.	[116, 1172, 422, 1193]
news-item: The possessor of very brittle nails should rub them at night with cold cream or vaseline, or, if they go to the other extreme and are soft and tender, wax and alum will harden them.	[1414, 445, 1719, 478]
news-item: Cluny Foresters had their annual picnic and games on the 30th ult. at Tillycairn.	[454, 710, 760, 731]
news-item: Angus Alexander Mackintosh, yr. of Mackintosh, has been gazetted second lieutenant in the Royal Horse Guards.	[454, 1595, 760, 1617]
column-rule	[440, 121, 441, 2072]
news-item: On the 4th inst. Rev. J. Dickie, Leith, was inducted in Tarland Parish Church as colleague and successor.	[454, 806, 760, 828]
news-item: To supply Chicago hospitals with fresh goats' milk is the plan of a Chicago physician and a capitalist who have bought a tract of land in Florida and will start a goat ranch.	[1414, 157, 1719, 189]
news-item: Mr. R. Wallace, headmaster of the Crossgates School, has been made a J.P.	[125, 917, 410, 927]
news-item: Pits and frames ought to be doing good service now in growing annuals for decoration, as well as preparing plants for winter blooming, such as bouvardias, cinerarias, primulas, etc., for which purposes pits and frames are well adapted at this season.	[1414, 932, 1719, 976]
news-item: Rev. Canon Holder and Mr. W. Ferguson, jeweller, have been elected to vacancies in Dundee Parish Council.	[454, 206, 760, 228]
news-item: Inverurie cattle show took place on the 7th inst. The entries comprised 155 cattle, 158 horses, 75 sheep, and 200 of dairy produce—total, 588.	[454, 926, 760, 948]
news-item: Buckie beat Elgin at tennis on the 2d inst. by 10 sets to 8.	[463, 1109, 682, 1119]
